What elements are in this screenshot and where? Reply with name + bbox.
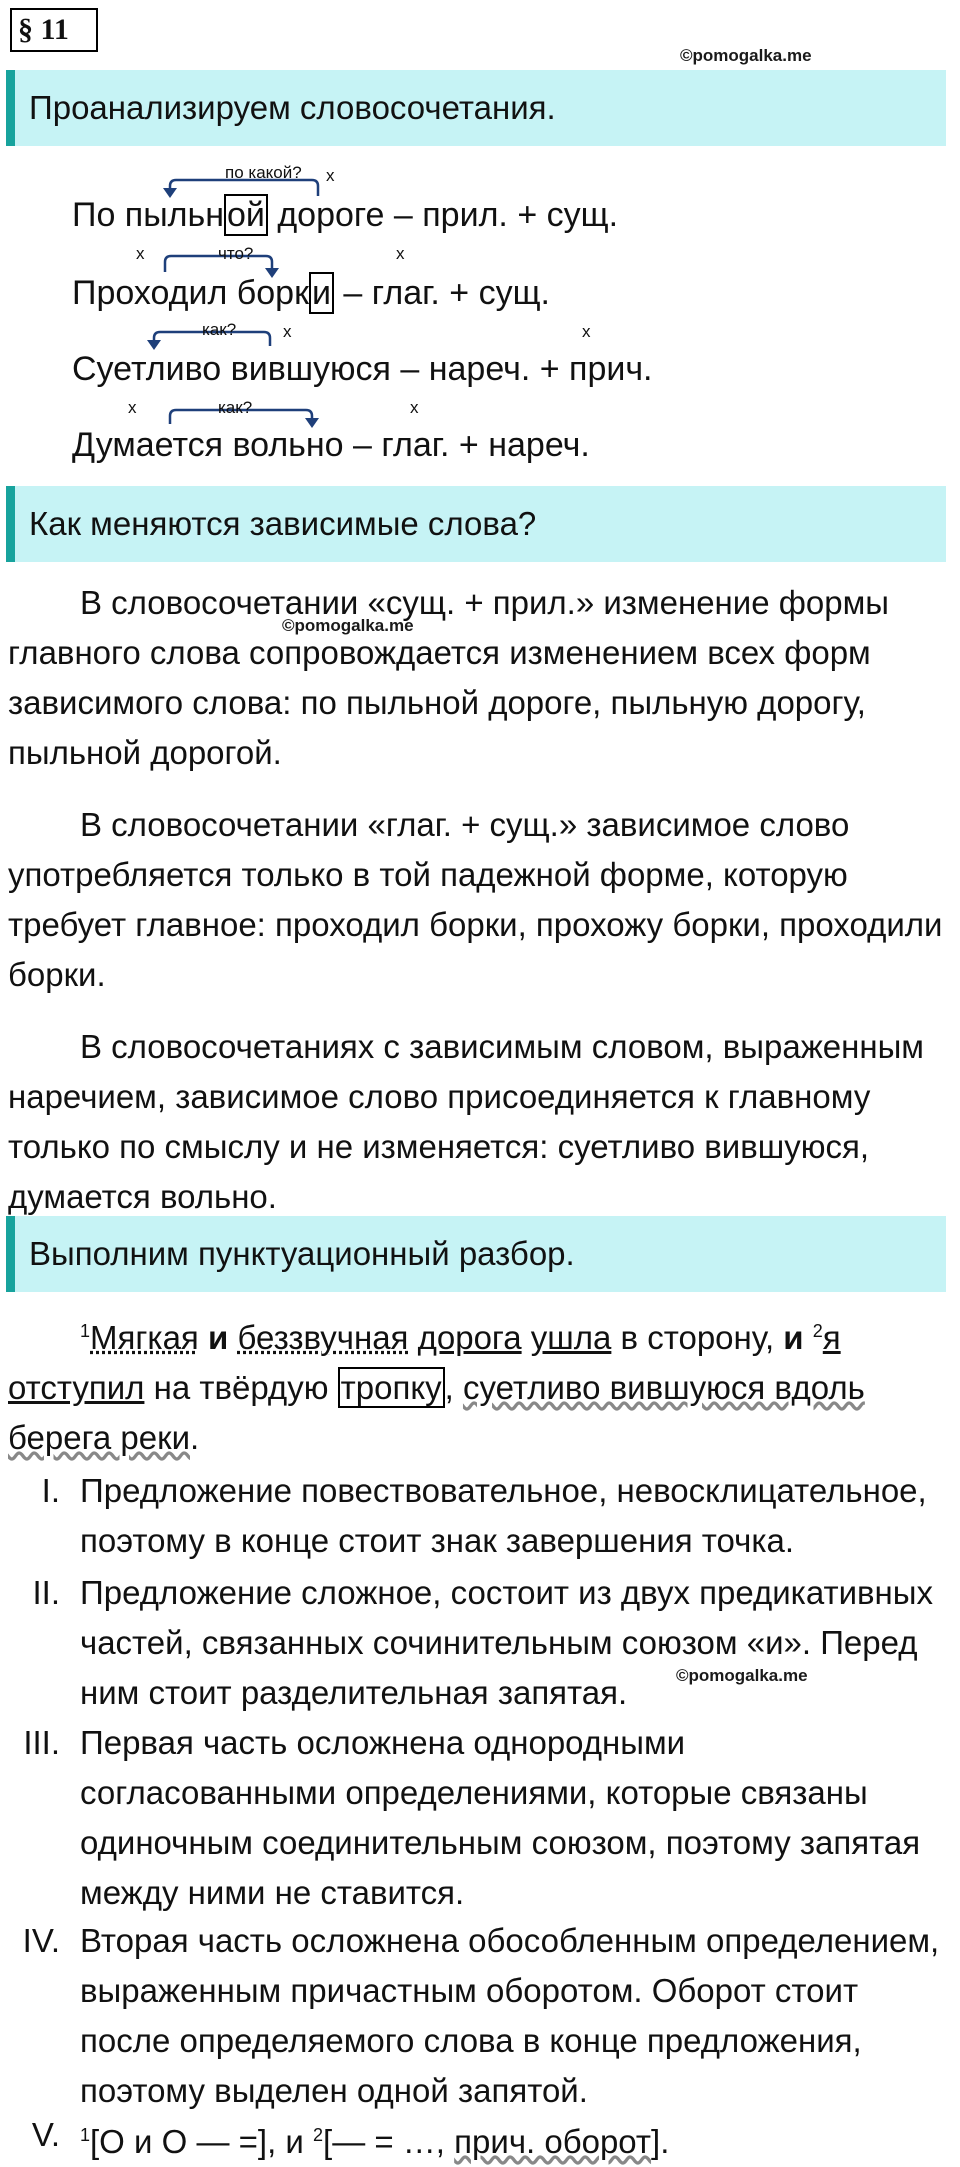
- phrase-part: Проходил борк: [72, 274, 309, 312]
- main-word-marker: x: [136, 244, 145, 263]
- part-index: 2: [313, 2125, 324, 2145]
- scheme-part: [— = …,: [323, 2123, 455, 2160]
- scheme-participial: прич. оборот: [454, 2123, 652, 2160]
- watermark: ©pomogalka.me: [676, 1666, 808, 1685]
- list-number: III.: [23, 1724, 60, 1761]
- word-plain: на твёрдую: [153, 1369, 329, 1406]
- part-index: 1: [80, 1321, 91, 1341]
- paragraph: В словосочетании «сущ. + прил.» изменение формы главного слова сопровождается изменением всех форм зависимого слова: по пыльной дороге, пыльную дорогу, пыльной дорогой.: [8, 584, 889, 771]
- paragraph: В словосочетании «глаг. + сущ.» зависимое слово употребляется только в той падежной форме, которую требует главное: проходил борки, прохожу борки, проходили борки.: [8, 806, 943, 993]
- question-label: как?: [202, 320, 237, 339]
- period: .: [190, 1419, 200, 1456]
- main-word-marker: x: [326, 166, 335, 185]
- list-number: I.: [41, 1472, 60, 1509]
- word-definition: беззвучная: [237, 1319, 409, 1356]
- list-item: Первая часть осложнена однородными согласованными определениями, которые связаны одиночным соединительным союзом, поэтому запятая между ними не ставится.: [80, 1724, 921, 1911]
- part-index: 1: [80, 2125, 91, 2145]
- analyzed-sentence: [8, 1306, 948, 1485]
- phrase-4: Думается вольно – глаг. + нареч.: [72, 426, 590, 464]
- ending-box: и: [309, 272, 334, 314]
- main-word-marker: x: [396, 244, 405, 263]
- watermark: ©pomogalka.me: [680, 46, 812, 65]
- watermark: ©pomogalka.me: [282, 616, 414, 635]
- ending-box: ой: [224, 194, 268, 236]
- sentence: [8, 1306, 948, 1463]
- banner-dependent-words: Как меняются зависимые слова?: [6, 486, 946, 562]
- question-label: как?: [218, 398, 253, 417]
- dependency-arrows: [0, 0, 960, 470]
- list-number: II.: [32, 1574, 60, 1611]
- conjunction: и: [783, 1319, 804, 1356]
- arrow-head-3: [147, 340, 161, 350]
- banner-analyze-phrases: Проанализируем словосочетания.: [6, 70, 946, 146]
- list-item: Предложение повествовательное, невосклицательное, поэтому в конце стоит знак завершения точка.: [80, 1472, 927, 1559]
- word-predicate: отступил: [8, 1369, 145, 1406]
- word-subject: дорога: [417, 1319, 522, 1356]
- participial-phrase: суетливо вившуюся вдоль берега реки: [8, 1369, 865, 1456]
- list-item: Предложение сложное, состоит из двух предикативных частей, связанных сочинительным союзом «и». Перед ним стоит разделительная запятая.: [80, 1574, 933, 1711]
- list-number: V.: [31, 2116, 60, 2153]
- explanation-text: [8, 578, 948, 1244]
- paragraph: В словосочетаниях с зависимым словом, выраженным наречием, зависимое слово присоединяется к главному только по смыслу и не изменяется: суетливо вившуюся, думается вольно.: [8, 1028, 924, 1215]
- conjunction: и: [207, 1319, 229, 1356]
- section-number: § 11: [10, 8, 98, 52]
- word-definition: Мягкая: [90, 1319, 199, 1356]
- main-word-marker: x: [582, 322, 591, 341]
- list-number: IV.: [22, 1922, 60, 1959]
- scheme-part: ].: [651, 2123, 670, 2160]
- phrase-part: дороге – прил. + сущ.: [267, 196, 619, 234]
- part-index: 2: [812, 1321, 823, 1341]
- comma: ,: [444, 1369, 454, 1406]
- scheme-part: [О и О — =], и: [90, 2123, 314, 2160]
- banner-punctuation-analysis: Выполним пунктуационный разбор.: [6, 1216, 946, 1292]
- phrase-part: – глаг. + сущ.: [333, 274, 551, 312]
- word-defined: тропку: [338, 1367, 445, 1408]
- word-plain: в сторону,: [620, 1319, 775, 1356]
- list-item: Вторая часть осложнена обособленным определением, выраженным причастным оборотом. Оборот стоит после определяемого слова в конце предложения, поэтому выделен одной запятой.: [80, 1922, 940, 2109]
- question-label: по какой?: [225, 163, 302, 182]
- question-label: что?: [218, 244, 254, 263]
- word-predicate: ушла: [530, 1319, 612, 1356]
- main-word-marker: x: [283, 322, 292, 341]
- phrase-part: По пыльн: [72, 196, 224, 234]
- phrase-1: [72, 196, 618, 235]
- sentence-scheme: [80, 2110, 950, 2167]
- main-word-marker: x: [410, 398, 419, 417]
- main-word-marker: x: [128, 398, 137, 417]
- phrase-2: [72, 274, 550, 313]
- phrase-3: Суетливо вившуюся – нареч. + прич.: [72, 350, 653, 388]
- word-subject: я: [822, 1319, 841, 1356]
